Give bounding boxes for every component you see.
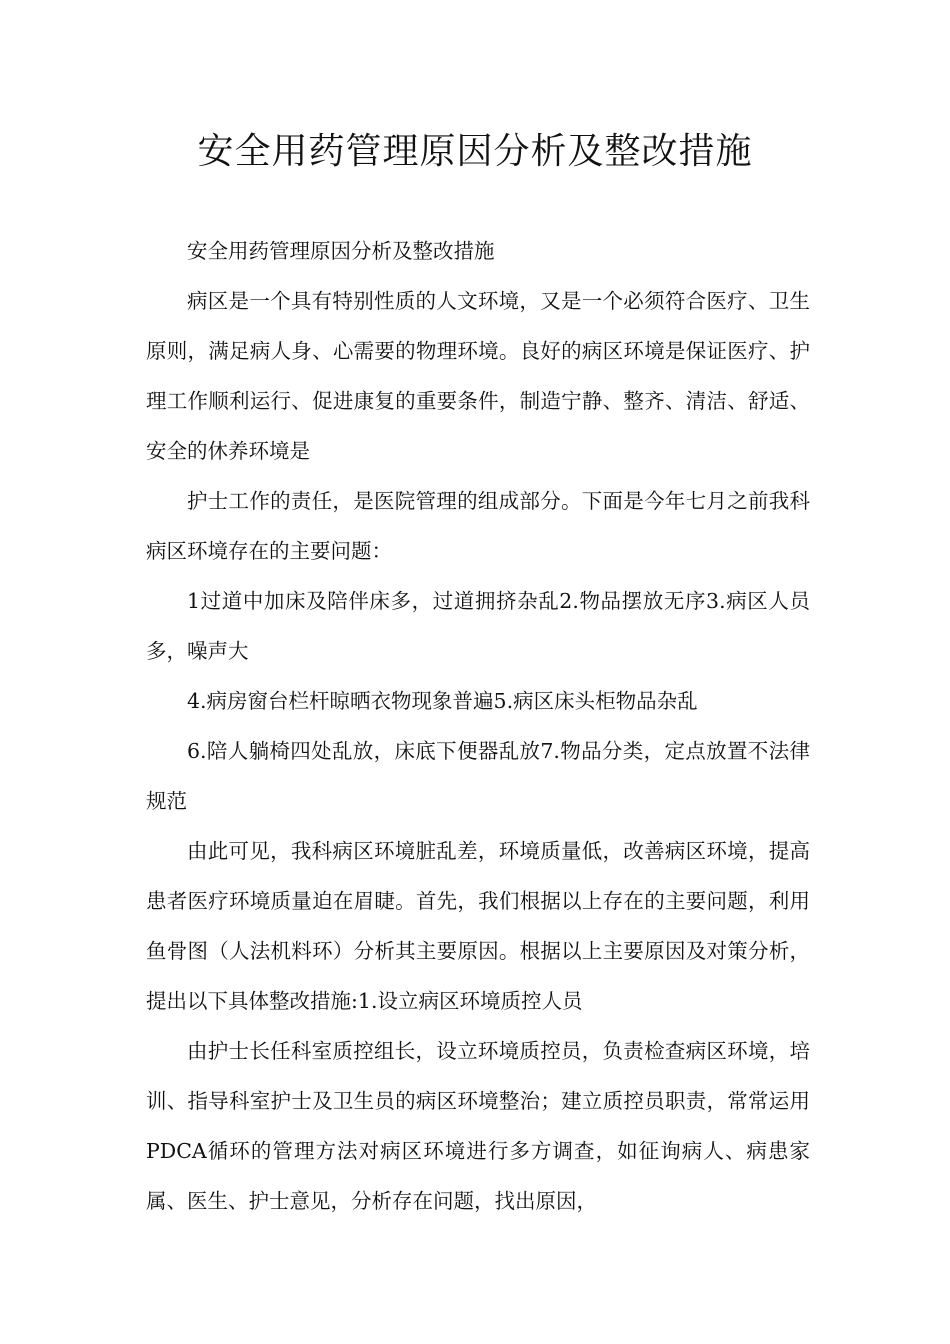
paragraph: 6.陪人躺椅四处乱放，床底下便器乱放7.物品分类，定点放置不法律规范 <box>146 739 810 813</box>
paragraph: 病区是一个具有特别性质的人文环境，又是一个必须符合医疗、卫生原则，满足病人身、心需要的物理环境。良好的病区环境是保证医疗、护理工作顺利运行、促进康复的重要条件，制造宁静、整齐、清洁、舒适、安全的休养环境是 <box>146 289 810 463</box>
paragraph: 由此可见，我科病区环境脏乱差，环境质量低，改善病区环境，提高患者医疗环境质量迫在眉睫。首先，我们根据以上存在的主要问题，利用鱼骨图（人法机料环）分析其主要原因。根据以上主要原因及对策分析，提出以下具体整改措施:1.设立病区环境质控人员 <box>146 839 810 1013</box>
document-body <box>146 226 810 1226</box>
paragraph: 护士工作的责任，是医院管理的组成部分。下面是今年七月之前我科病区环境存在的主要问题： <box>146 489 810 563</box>
paragraph: 1过道中加床及陪伴床多，过道拥挤杂乱2.物品摆放无序3.病区人员多，噪声大 <box>146 589 810 663</box>
paragraph: 由护士长任科室质控组长，设立环境质控员，负责检查病区环境，培训、指导科室护士及卫生员的病区环境整治；建立质控员职责，常常运用PDCA循环的管理方法对病区环境进行多方调查，如征询病人、病患家属、医生、护士意见，分析存在问题，找出原因， <box>146 1039 810 1213</box>
paragraph: 4.病房窗台栏杆晾晒衣物现象普遍5.病区床头柜物品杂乱 <box>187 689 698 713</box>
paragraph: 安全用药管理原因分析及整改措施 <box>187 239 495 263</box>
document-title: 安全用药管理原因分析及整改措施 <box>197 131 753 172</box>
